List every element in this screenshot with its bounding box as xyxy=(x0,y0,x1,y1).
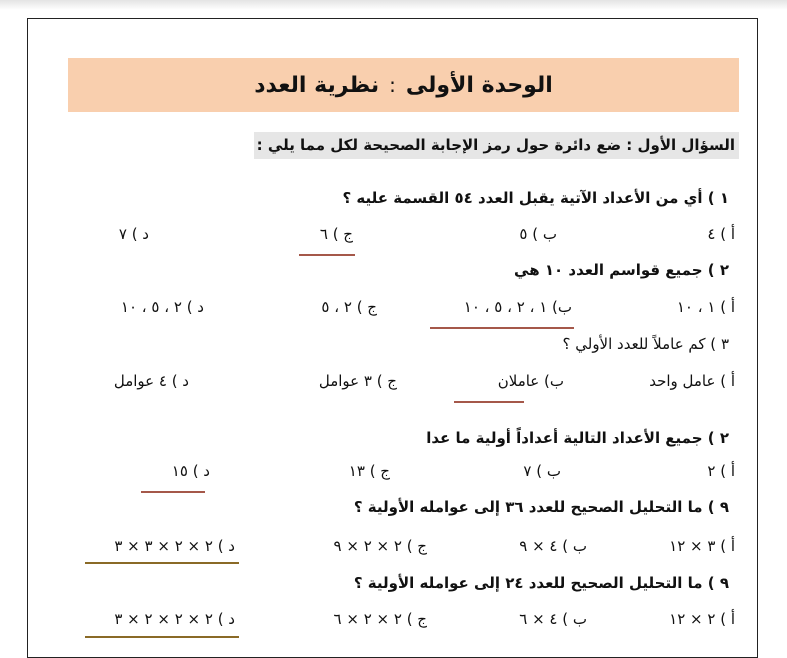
q6-option-a[interactable]: أ ) ٢ × ١٢ xyxy=(669,610,735,628)
q5-option-d[interactable]: د ) ٢ × ٢ × ٣ × ٣ xyxy=(114,537,235,555)
q2-answer-underline xyxy=(430,327,574,329)
q5-option-a[interactable]: أ ) ٣ × ١٢ xyxy=(669,537,735,555)
q3-option-c[interactable]: ج ) ٣ عوامل xyxy=(318,372,397,390)
q1-option-a[interactable]: أ ) ٤ xyxy=(707,225,735,243)
unit-topic: نظرية العدد xyxy=(254,72,380,98)
q2-option-c[interactable]: ج ) ٢ ، ٥ xyxy=(321,298,377,316)
q5-answer-underline xyxy=(85,562,239,564)
q3-option-a[interactable]: أ ) عامل واحد xyxy=(649,372,735,390)
worksheet-page xyxy=(27,18,758,658)
q6-answer-underline xyxy=(85,636,239,638)
question-1: ١ ) أي من الأعداد الآتية يقبل العدد ٥٤ القسمة عليه ؟ xyxy=(342,189,729,207)
q1-option-b[interactable]: ب ) ٥ xyxy=(519,225,557,243)
q4-option-a[interactable]: أ ) ٢ xyxy=(707,462,735,480)
instruction-text: السؤال الأول : ضع دائرة حول رمز الإجابة الصحيحة لكل مما يلي : xyxy=(254,132,739,159)
q3-option-b[interactable]: ب) عاملان xyxy=(497,372,564,390)
q1-answer-underline xyxy=(299,254,355,256)
q6-option-d[interactable]: د ) ٢ × ٢ × ٢ × ٣ xyxy=(114,610,235,628)
question-2: ٢ ) جميع قواسم العدد ١٠ هي xyxy=(514,261,729,279)
q4-option-d[interactable]: د ) ١٥ xyxy=(171,462,210,480)
title-separator: : xyxy=(389,73,396,97)
question-5: ٩ ) ما التحليل الصحيح للعدد ٣٦ إلى عوامله الأولية ؟ xyxy=(353,498,729,516)
unit-title-banner xyxy=(68,58,739,112)
q6-option-c[interactable]: ج ) ٢ × ٢ × ٦ xyxy=(333,610,427,628)
q4-option-b[interactable]: ب ) ٧ xyxy=(523,462,561,480)
question-6: ٩ ) ما التحليل الصحيح للعدد ٢٤ إلى عوامله الأولية ؟ xyxy=(353,574,729,592)
q2-option-b[interactable]: ب) ١ ، ٢ ، ٥ ، ١٠ xyxy=(463,298,572,316)
q4-answer-underline xyxy=(141,491,205,493)
unit-title: الوحدة الأولى xyxy=(405,72,553,98)
q1-option-c[interactable]: ج ) ٦ xyxy=(319,225,353,243)
q3-answer-underline xyxy=(454,401,524,403)
question-3: ٣ ) كم عاملاً للعدد الأولي ؟ xyxy=(562,335,729,353)
q2-option-d[interactable]: د ) ٢ ، ٥ ، ١٠ xyxy=(120,298,204,316)
q5-option-b[interactable]: ب ) ٤ × ٩ xyxy=(519,537,587,555)
q2-option-a[interactable]: أ ) ١ ، ١٠ xyxy=(676,298,735,316)
question-4: ٢ ) جميع الأعداد التالية أعداداً أولية ما عدا xyxy=(426,429,729,447)
top-strip xyxy=(0,0,787,10)
q1-option-d[interactable]: د ) ٧ xyxy=(118,225,149,243)
q4-option-c[interactable]: ج ) ١٣ xyxy=(348,462,390,480)
q6-option-b[interactable]: ب ) ٤ × ٦ xyxy=(519,610,587,628)
q5-option-c[interactable]: ج ) ٢ × ٢ × ٩ xyxy=(333,537,427,555)
q3-option-d[interactable]: د ) ٤ عوامل xyxy=(113,372,189,390)
